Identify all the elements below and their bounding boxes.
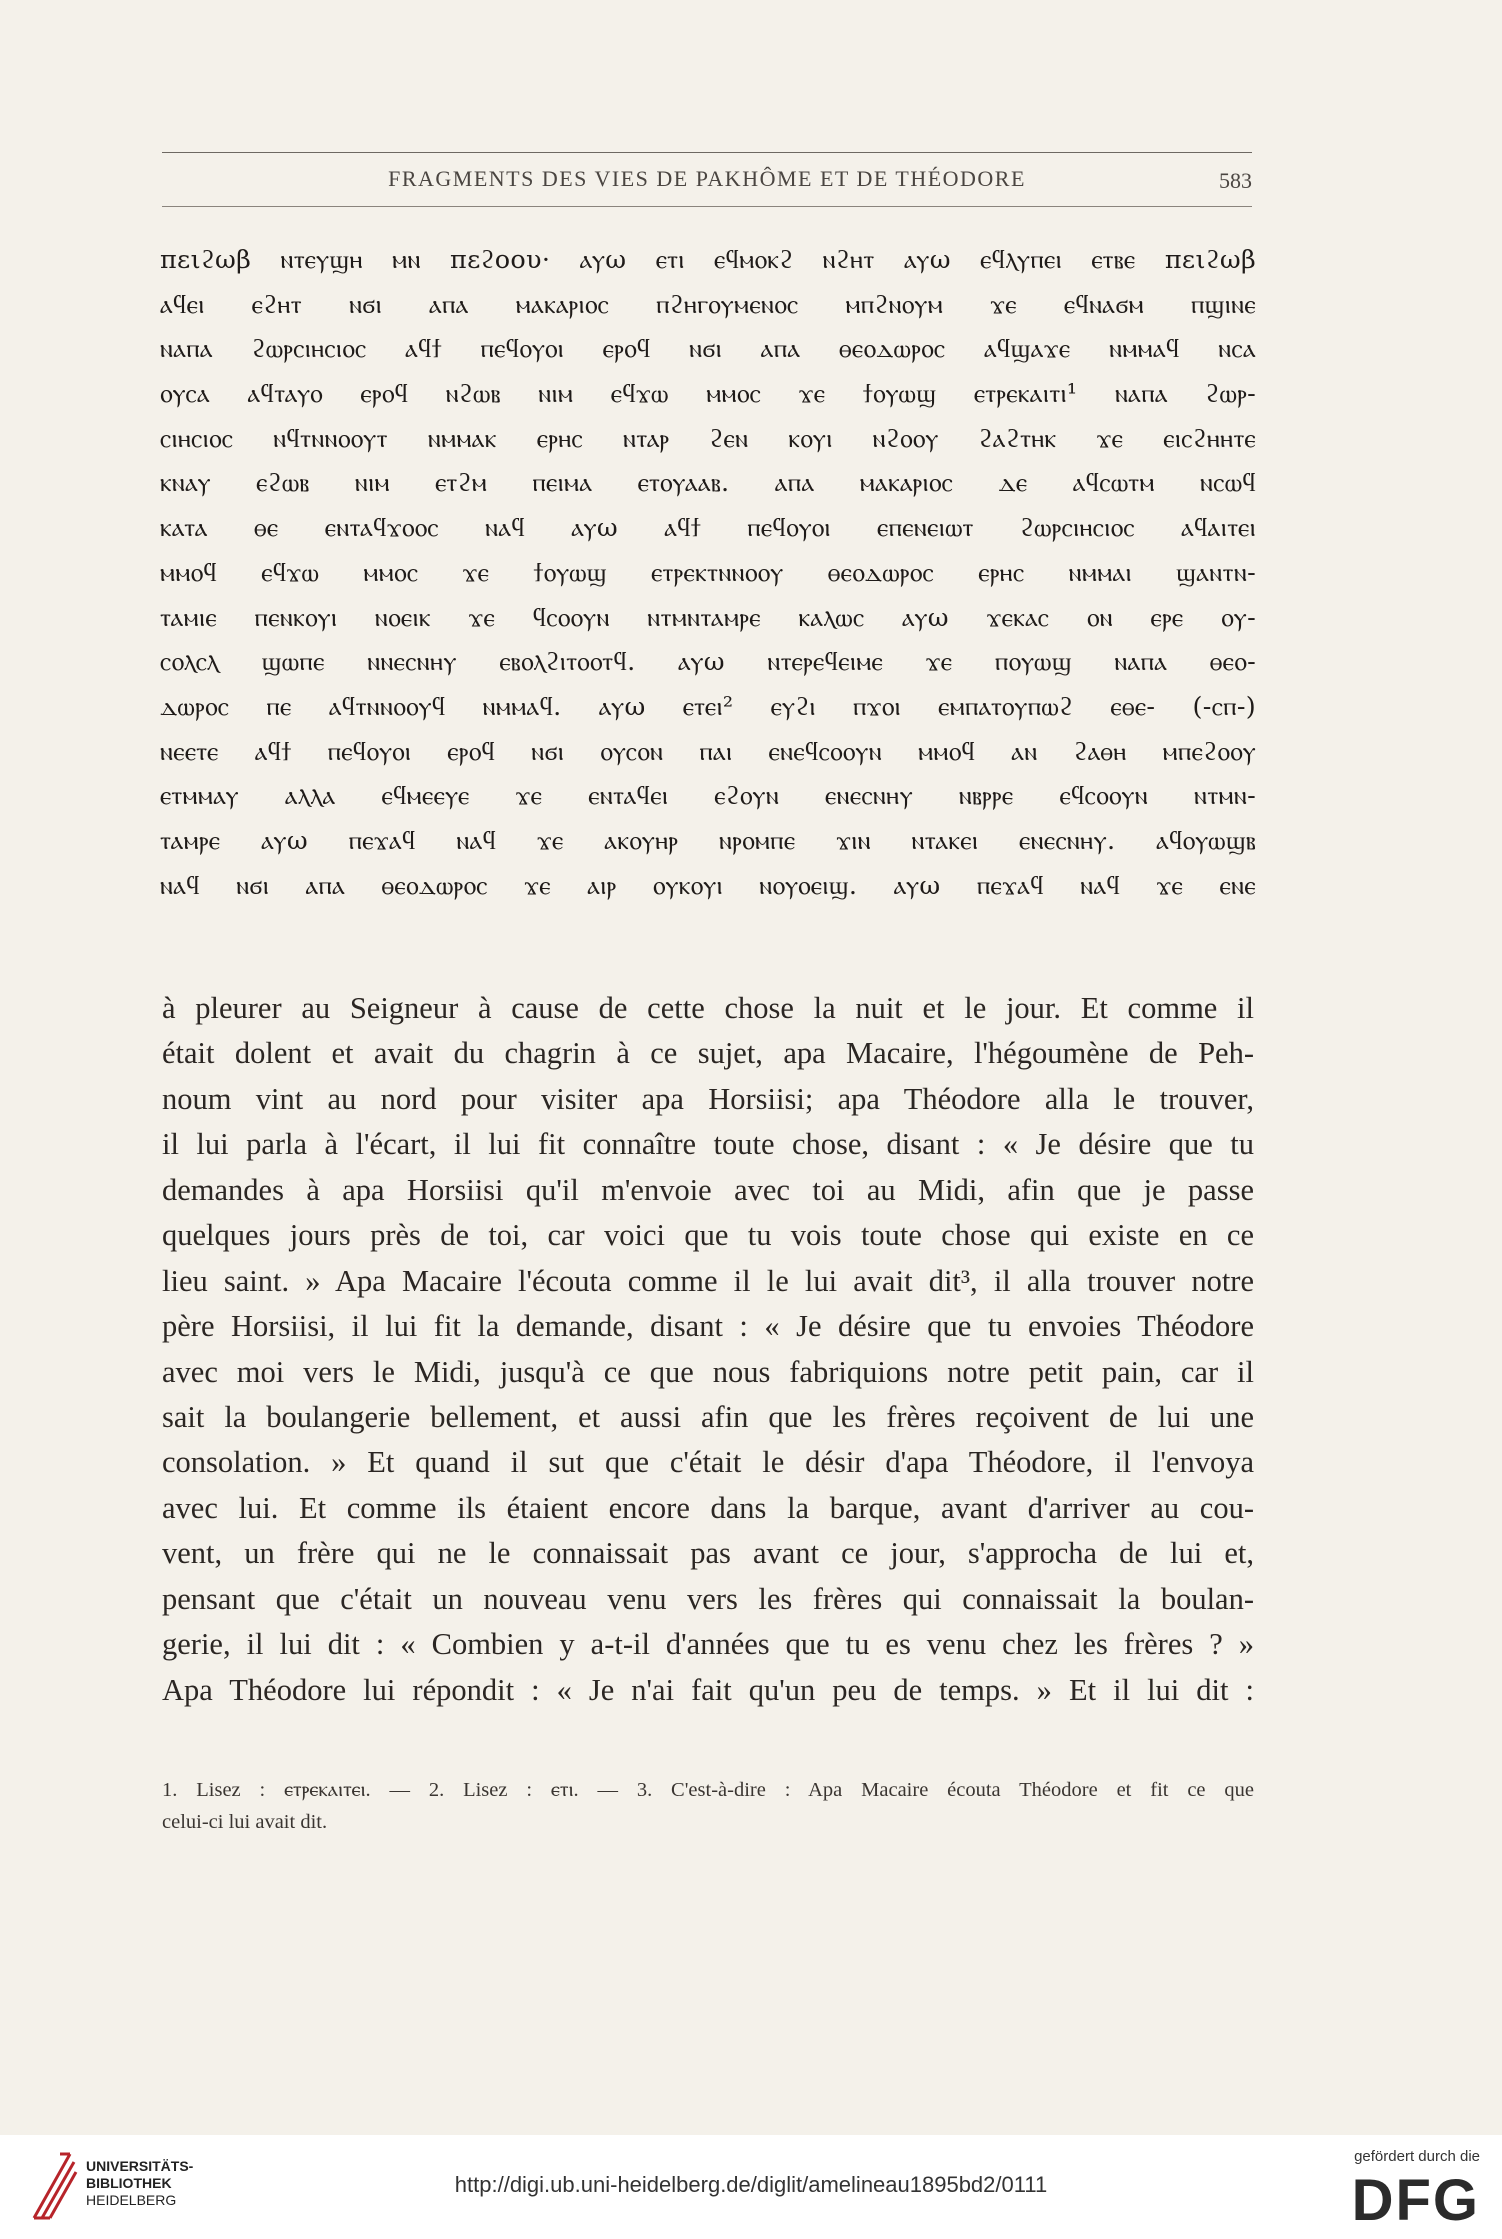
translation-line: demandes à apa Horsiisi qu'il m'envoie avec toi au Midi, afin que je passe xyxy=(162,1172,1254,1207)
header-underline xyxy=(162,206,1252,207)
translation-line: à pleurer au Seigneur à cause de cette chose la nuit et le jour. Et comme il xyxy=(162,991,1254,1025)
coptic-line: ⲉⲧⲙⲙⲁⲩ ⲁⲗⲗⲁ ⲉϥⲙⲉⲉⲩⲉ ϫⲉ ⲉⲛⲧⲁϥⲉⲓ ⲉϩⲟⲩⲛ ⲉⲛⲉⲥⲛⲏⲩ ⲛⲃⲣⲣⲉ ⲉϥⲥⲟⲟⲩⲛ ⲛⲧⲙⲛ- xyxy=(160,781,1256,812)
coptic-line: ⲛⲁⲡⲁ ϩⲱⲣⲥⲓⲏⲥⲓⲟⲥ ⲁϥϯ ⲡⲉϥⲟⲩⲟⲓ ⲉⲣⲟϥ ⲛϭⲓ ⲁⲡⲁ ⲑⲉⲟⲇⲱⲣⲟⲥ ⲁϥϣⲁϫⲉ ⲛⲙⲙⲁϥ ⲛⲥⲁ xyxy=(160,334,1256,365)
translation-line: lieu saint. » Apa Macaire l'écouta comme il le lui avait dit³, il alla trouver notre xyxy=(162,1263,1254,1298)
translation-line: Apa Théodore lui répondit : « Je n'ai fait qu'un peu de temps. » Et il lui dit : xyxy=(162,1672,1254,1707)
coptic-line: ⲧⲁⲙⲣⲉ ⲁⲩω ⲡⲉϫⲁϥ ⲛⲁϥ ϫⲉ ⲁⲕⲟⲩⲏⲣ ⲛⲣⲟⲙⲡⲉ ϫⲓⲛ ⲛⲧⲁⲕⲉⲓ ⲉⲛⲉⲥⲛⲏⲩ. ⲁϥⲟⲩⲱϣⲃ xyxy=(160,825,1256,856)
running-title: FRAGMENTS DES VIES DE PAKHÔME ET DE THÉODORE xyxy=(388,166,1026,191)
coptic-line: ⲧⲁⲙⲓⲉ ⲡⲉⲛⲕⲟⲩⲓ ⲛⲟⲉⲓⲕ ϫⲉ ϥⲥⲟⲟⲩⲛ ⲛⲧⲙⲛⲧⲁⲙⲣⲉ ⲕⲁⲗⲱⲥ ⲁⲩω ϫⲉⲕⲁⲥ ⲟⲛ ⲉⲣⲉ ⲟⲩ- xyxy=(160,602,1256,633)
translation-line: gerie, il lui dit : « Combien y a-t-il d'années que tu es venu chez les frères ? » xyxy=(162,1627,1254,1662)
translation-line: consolation. » Et quand il sut que c'était le désir d'apa Théodore, il l'envoya xyxy=(162,1445,1254,1480)
dfg-logo-text: DFG xyxy=(1351,2170,1480,2226)
translation-line: pensant que c'était un nouveau venu vers les frères qui connaissait la boulan- xyxy=(162,1581,1254,1616)
footnotes xyxy=(162,1774,1254,1838)
library-name-line: UNIVERSITÄTS- xyxy=(86,2158,194,2174)
library-name-line: HEIDELBERG xyxy=(86,2192,177,2208)
translation-line: père Horsiisi, il lui fit la demande, disant : « Je désire que tu envoies Théodore xyxy=(162,1309,1254,1344)
translation-line: sait la boulangerie bellement, et aussi afin que les frères reçoivent de lui une xyxy=(162,1399,1254,1434)
coptic-line: ⲥⲟⲗⲥⲗ ϣⲱⲡⲉ ⲛⲛⲉⲥⲛⲏⲩ ⲉⲃⲟⲗϩⲓⲧⲟⲟⲧϥ. ⲁⲩω ⲛⲧⲉⲣⲉϥⲉⲓⲙⲉ ϫⲉ ⲡⲟⲩⲱϣ ⲛⲁⲡⲁ ⲑⲉⲟ- xyxy=(160,647,1256,678)
coptic-line: ⲕⲁⲧⲁ ⲑⲉ ⲉⲛⲧⲁϥϫⲟⲟⲥ ⲛⲁϥ ⲁⲩω ⲁϥϯ ⲡⲉϥⲟⲩⲟⲓ ⲉⲡⲉⲛⲉⲓⲱⲧ ϩⲱⲣⲥⲓⲏⲥⲓⲟⲥ ⲁϥⲁⲓⲧⲉⲓ xyxy=(160,513,1256,544)
translation-line: il lui parla à l'écart, il lui fit connaître toute chose, disant : « Je désire que tu xyxy=(162,1127,1254,1162)
coptic-line: ⲇⲱⲣⲟⲥ ⲡⲉ ⲁϥⲧⲛⲛⲟⲟⲩϥ ⲛⲙⲙⲁϥ. ⲁⲩω ⲉⲧⲉⲓ² ⲉⲩϩⲓ ⲡϫⲟⲓ ⲉⲙⲡⲁⲧⲟⲩⲡⲱϩ ⲉⲑⲉ- (-ⲥⲡ-) xyxy=(160,691,1256,722)
funded-by-label: gefördert durch die xyxy=(1354,2148,1480,2165)
coptic-line: πειϩωβ ⲛⲧⲉⲩϣⲏ ⲙⲛ πεϩοου· ⲁⲩω ⲉⲧⲓ ⲉϥⲙⲟⲕϩ ⲛϩⲏⲧ ⲁⲩω ⲉϥⲗⲩⲡⲉⲓ ⲉⲧⲃⲉ πειϩωβ xyxy=(160,245,1256,275)
coptic-line: ⲟⲩⲥⲁ ⲁϥⲧⲁⲩⲟ ⲉⲣⲟϥ ⲛϩⲱⲃ ⲛⲓⲙ ⲉϥϫⲱ ⲙⲙⲟⲥ ϫⲉ ϯⲟⲩⲱϣ ⲉⲧⲣⲉⲕⲁⲓⲧⲓ¹ ⲛⲁⲡⲁ ϩⲱⲣ- xyxy=(160,379,1256,410)
translation-line: avec lui. Et comme ils étaient encore dans la barque, avant d'arriver au cou- xyxy=(162,1490,1254,1525)
dfg-logo-icon[interactable] xyxy=(1300,2170,1480,2226)
coptic-line: ⲁϥⲉⲓ ⲉϩⲏⲧ ⲛϭⲓ ⲁⲡⲁ ⲙⲁⲕⲁⲣⲓⲟⲥ ⲡϩⲏⲅⲟⲩⲙⲉⲛⲟⲥ ⲙⲡϩⲛⲟⲩⲙ ϫⲉ ⲉϥⲛⲁϭⲙ ⲡϣⲓⲛⲉ xyxy=(160,289,1256,320)
library-name-line: BIBLIOTHEK xyxy=(86,2175,172,2191)
coptic-text-block xyxy=(160,238,1256,908)
coptic-line: ⲙⲙⲟϥ ⲉϥϫⲱ ⲙⲙⲟⲥ ϫⲉ ϯⲟⲩⲱϣ ⲉⲧⲣⲉⲕⲧⲛⲛⲟⲟⲩ ⲑⲉⲟⲇⲱⲣⲟⲥ ⲉⲣⲏⲥ ⲛⲙⲙⲁⲓ ϣⲁⲛⲧⲛ- xyxy=(160,557,1256,588)
footnote-line: celui-ci lui avait dit. xyxy=(162,1811,328,1833)
footnote-line: 1. Lisez : ⲉⲧⲣⲉⲕⲁⲓⲧⲉⲓ. — 2. Lisez : ⲉⲧⲓ. — 3. C'est-à-dire : Apa Macaire écouta Théodore et fit ce que xyxy=(162,1779,1254,1801)
translation-line: avec moi vers le Midi, jusqu'à ce que nous fabriquions notre petit pain, car il xyxy=(162,1354,1254,1389)
translation-line: quelques jours près de toi, car voici que tu vois toute chose qui existe en ce xyxy=(162,1218,1254,1253)
translation-line: était dolent et avait du chagrin à ce sujet, apa Macaire, l'hégoumène de Peh- xyxy=(162,1036,1254,1071)
translation-line: vent, un frère qui ne le connaissait pas avant ce jour, s'approcha de lui et, xyxy=(162,1536,1254,1571)
coptic-line: ⲥⲓⲏⲥⲓⲟⲥ ⲛϥⲧⲛⲛⲟⲟⲩⲧ ⲛⲙⲙⲁⲕ ⲉⲣⲏⲥ ⲛⲧⲁⲣ ϩⲉⲛ ⲕⲟⲩⲓ ⲛϩⲟⲟⲩ ϩⲁϩⲧⲏⲕ ϫⲉ ⲉⲓⲥϩⲏⲏⲧⲉ xyxy=(160,423,1256,454)
page-number: 583 xyxy=(1219,168,1252,193)
french-translation-block xyxy=(162,986,1254,1713)
coptic-line: ⲕⲛⲁⲩ ⲉϩⲱⲃ ⲛⲓⲙ ⲉⲧϩⲙ ⲡⲉⲓⲙⲁ ⲉⲧⲟⲩⲁⲁⲃ. ⲁⲡⲁ ⲙⲁⲕⲁⲣⲓⲟⲥ ⲇⲉ ⲁϥⲥⲱⲧⲙ ⲛⲥⲱϥ xyxy=(160,468,1256,499)
running-head xyxy=(162,166,1252,198)
translation-line: noum vint au nord pour visiter apa Horsiisi; apa Théodore alla le trouver, xyxy=(162,1081,1254,1116)
permalink-url[interactable]: http://digi.ub.uni-heidelberg.de/diglit/amelineau1895bd2/0111 xyxy=(454,2172,1048,2197)
coptic-line: ⲛⲁϥ ⲛϭⲓ ⲁⲡⲁ ⲑⲉⲟⲇⲱⲣⲟⲥ ϫⲉ ⲁⲓⲣ ⲟⲩⲕⲟⲩⲓ ⲛⲟⲩⲟⲉⲓϣ. ⲁⲩω ⲡⲉϫⲁϥ ⲛⲁϥ ϫⲉ ⲉⲛⲉ xyxy=(160,870,1256,901)
header-rule xyxy=(162,152,1252,153)
coptic-line: ⲛⲉⲉⲧⲉ ⲁϥϯ ⲡⲉϥⲟⲩⲟⲓ ⲉⲣⲟϥ ⲛϭⲓ ⲟⲩⲥⲟⲛ ⲡⲁⲓ ⲉⲛⲉϥⲥⲟⲟⲩⲛ ⲙⲙⲟϥ ⲁⲛ ϩⲁⲑⲏ ⲙⲡⲉϩⲟⲟⲩ xyxy=(160,736,1256,767)
